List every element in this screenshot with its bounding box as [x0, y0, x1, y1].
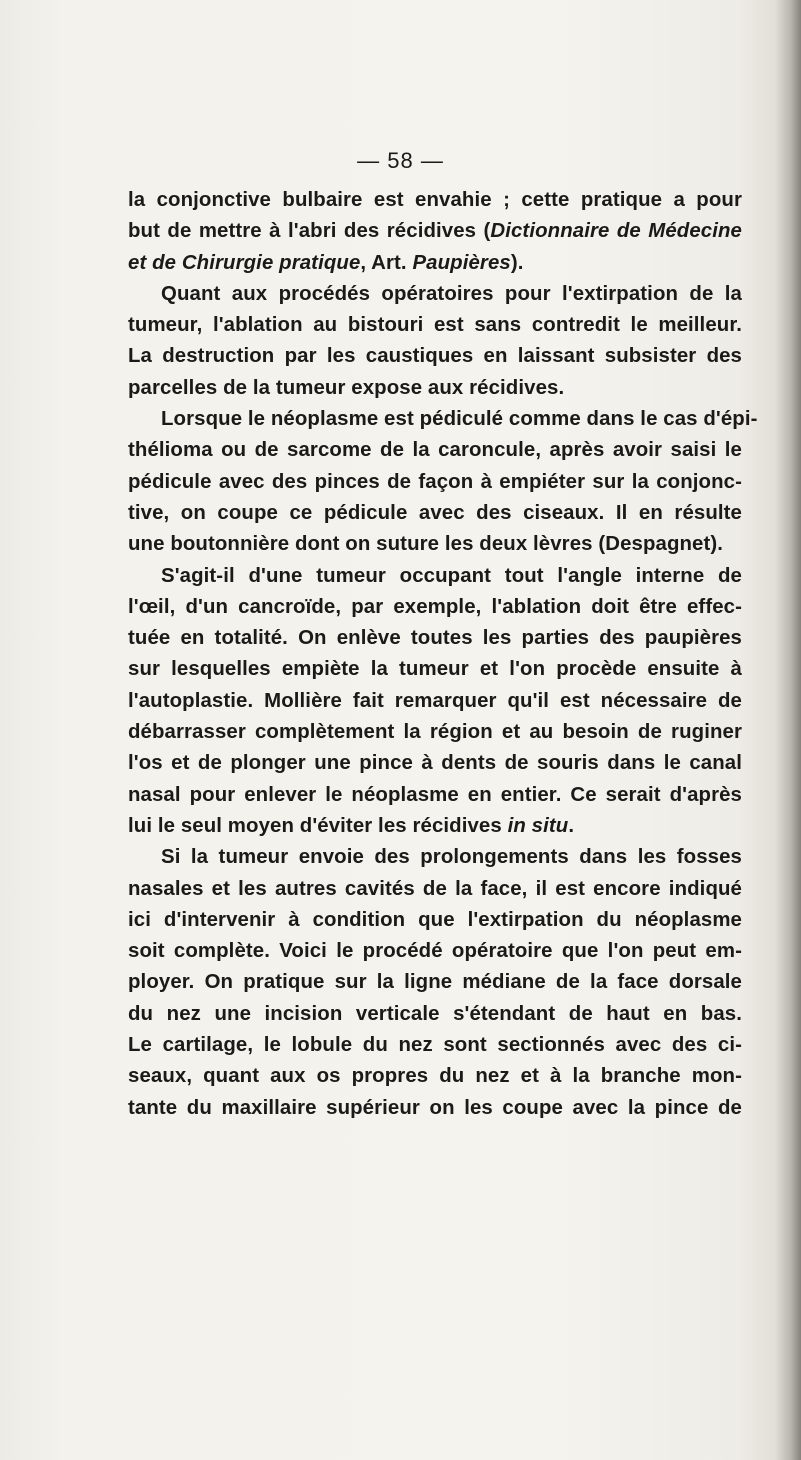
- text-segment: , Art.: [360, 251, 413, 274]
- text-line: ployer. On pratique sur la ligne médiane de la face dorsale: [128, 971, 742, 994]
- text-line: débarrasser complètement la région et au besoin de ruginer: [128, 721, 742, 744]
- italic-text: Paupières: [412, 251, 511, 274]
- text-line: sur lesquelles empiète la tumeur et l'on procède ensuite à: [128, 658, 742, 681]
- text-line: tumeur, l'ablation au bistouri est sans contredit le meilleur.: [128, 314, 742, 337]
- text-line: S'agit-il d'une tumeur occupant tout l'angle interne de: [161, 564, 742, 587]
- text-line: nasales et les autres cavités de la face, il est encore indiqué: [128, 877, 742, 900]
- text-line: La destruction par les caustiques en laissant subsister des: [128, 345, 742, 368]
- text-line: soit complète. Voici le procédé opératoire que l'on peut em-: [128, 940, 742, 963]
- page-number: — 58 —: [357, 148, 444, 173]
- text-line: [128, 216, 742, 247]
- text-line: ici d'intervenir à condition que l'extirpation du néoplasme: [128, 908, 742, 931]
- text-line: l'autoplastie. Mollière fait remarquer qu'il est nécessaire de: [128, 689, 742, 712]
- text-segment: lui le seul moyen d'éviter les récidives: [128, 814, 508, 837]
- text-line: parcelles de la tumeur expose aux récidives.: [128, 376, 565, 399]
- text-line: une boutonnière dont on suture les deux lèvres (Despagnet).: [128, 533, 724, 556]
- text-line: nasal pour enlever le néoplasme en entier. Ce serait d'après: [128, 783, 742, 806]
- text-line: tive, on coupe ce pédicule avec des ciseaux. Il en résulte: [128, 501, 742, 524]
- body-text: [128, 185, 758, 1124]
- text-segment: .: [568, 814, 575, 837]
- text-line: pédicule avec des pinces de façon à empiéter sur la conjonc-: [128, 470, 742, 493]
- text-line: l'os et de plonger une pince à dents de souris dans le canal: [128, 752, 742, 775]
- text-line: tante du maxillaire supérieur on les coupe avec la pince de: [128, 1096, 742, 1119]
- text-line: l'œil, d'un cancroïde, par exemple, l'ablation doit être effec-: [128, 595, 742, 618]
- text-line: seaux, quant aux os propres du nez et à la branche mon-: [128, 1065, 742, 1088]
- text-line: Lorsque le néoplasme est pédiculé comme dans le cas d'épi-: [161, 408, 758, 431]
- text-line: du nez une incision verticale s'étendant de haut en bas.: [128, 1002, 742, 1025]
- italic-text: Dictionnaire de Médecine: [490, 220, 742, 243]
- text-line: Le cartilage, le lobule du nez sont sectionnés avec des ci-: [128, 1034, 742, 1057]
- text-line: tuée en totalité. On enlève toutes les parties des paupières: [128, 627, 742, 650]
- text-line: [128, 811, 742, 842]
- text-segment: ).: [510, 251, 524, 274]
- italic-text: et de Chirurgie pratique: [128, 251, 361, 274]
- text-line: Quant aux procédés opératoires pour l'extirpation de la: [161, 282, 742, 305]
- text-line: thélioma ou de sarcome de la caroncule, après avoir saisi le: [128, 439, 742, 462]
- text-line: Si la tumeur envoie des prolongements dans les fosses: [161, 846, 742, 869]
- page-edge-shadow: [775, 0, 801, 1460]
- text-line: la conjonctive bulbaire est envahie ; cette pratique a pour: [128, 189, 742, 211]
- text-line: [128, 248, 742, 279]
- text-segment: but de mettre à l'abri des récidives (: [128, 220, 491, 243]
- italic-text: in situ: [507, 814, 569, 837]
